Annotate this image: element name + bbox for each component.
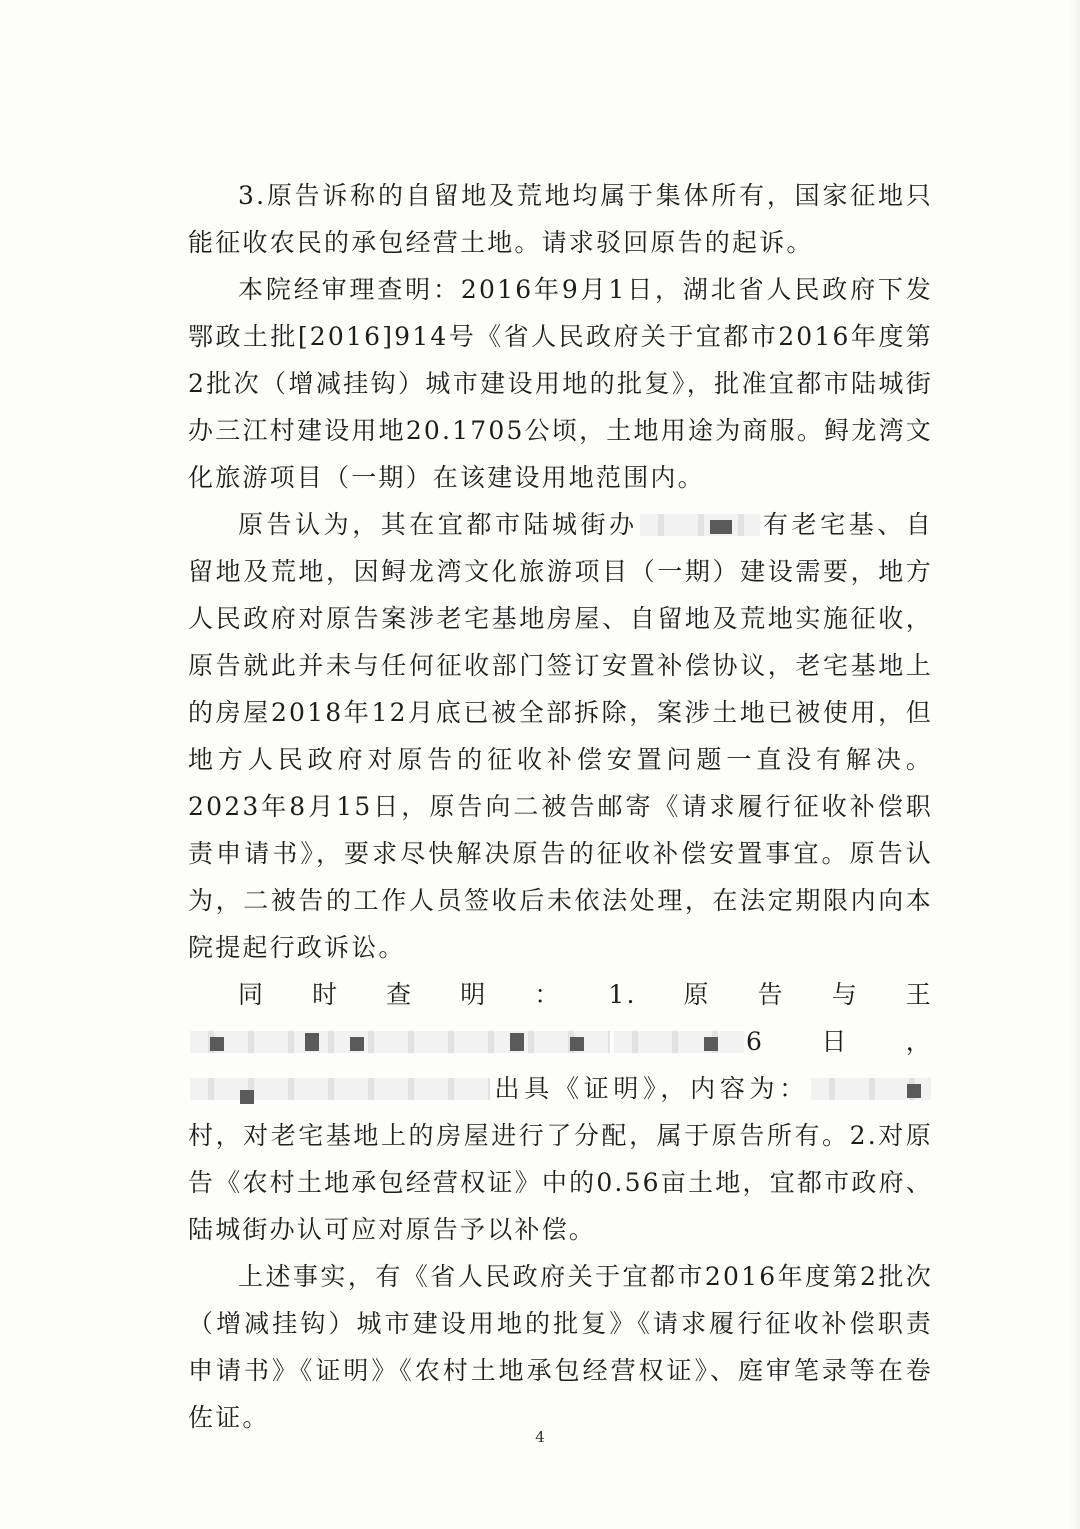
paragraph-court-findings: 本院经审理查明：2016年9月1日，湖北省人民政府下发鄂政土批[2016]914号《省人民政府关于宜都市2016年度第2批次（增减挂钩）城市建设用地的批复》，批准宜都市陆城街办三江村建设用地20.1705公顷，土地用途为商服。鲟龙湾文化旅游项目（一期）在该建设用地范围内。 [188,275,933,492]
page-number: 4 [535,1428,545,1446]
document-body [188,172,933,1441]
plaintiff-claims-text-end: 有老宅基、自留地及荒地，因鲟龙湾文化旅游项目（一期）建设需要，地方人民政府对原告案涉老宅基地房屋、自留地及荒地实施征收，原告就此并未与任何征收部门签订安置补偿协议，老宅基地上的房屋2018年12月底已被全部拆除，案涉土地已被使用，但地方人民政府对原告的征收补偿安置问题一直没有解决。2023年8月15日，原告向二被告邮寄《请求履行征收补偿职责申请书》，要求尽快解决原告的征收补偿安置事宜。原告认为，二被告的工作人员签收后未依法处理，在法定期限内向本院提起行政诉讼。 [188,510,933,962]
paragraph-evidence: 上述事实，有《省人民政府关于宜都市2016年度第2批次（增减挂钩）城市建设用地的批复》《请求履行征收补偿职责申请书》《证明》《农村土地承包经营权证》、庭审笔录等在卷佐证。 [188,1262,933,1432]
scan-edge-shadow [1070,0,1080,1529]
plaintiff-claims-text-start: 原告认为，其在宜都市陆城街办 [238,510,638,539]
paragraph-additional-findings [188,971,933,1253]
paragraph-plaintiff-claims [188,501,933,971]
redaction-block [614,1031,744,1053]
additional-findings-seg3: 出具《证明》，内容为： [492,1074,809,1103]
redaction-block [640,514,760,536]
redaction-block [190,1031,610,1053]
additional-findings-seg1: 同时查明：1.原告与王 [238,980,933,1009]
additional-findings-seg4: 村，对老宅基地上的房屋进行了分配，属于原告所有。2.对原告《农村土地承包经营权证》中的0.56亩土地，宜都市政府、陆城街办认可应对原告予以补偿。 [188,1121,933,1244]
additional-findings-seg2: 6日， [746,1027,933,1056]
paragraph-defense-point-3: 3.原告诉称的自留地及荒地均属于集体所有，国家征地只能征收农民的承包经营土地。请求驳回原告的起诉。 [188,181,933,257]
redaction-block [190,1078,490,1100]
redaction-block [811,1078,931,1100]
